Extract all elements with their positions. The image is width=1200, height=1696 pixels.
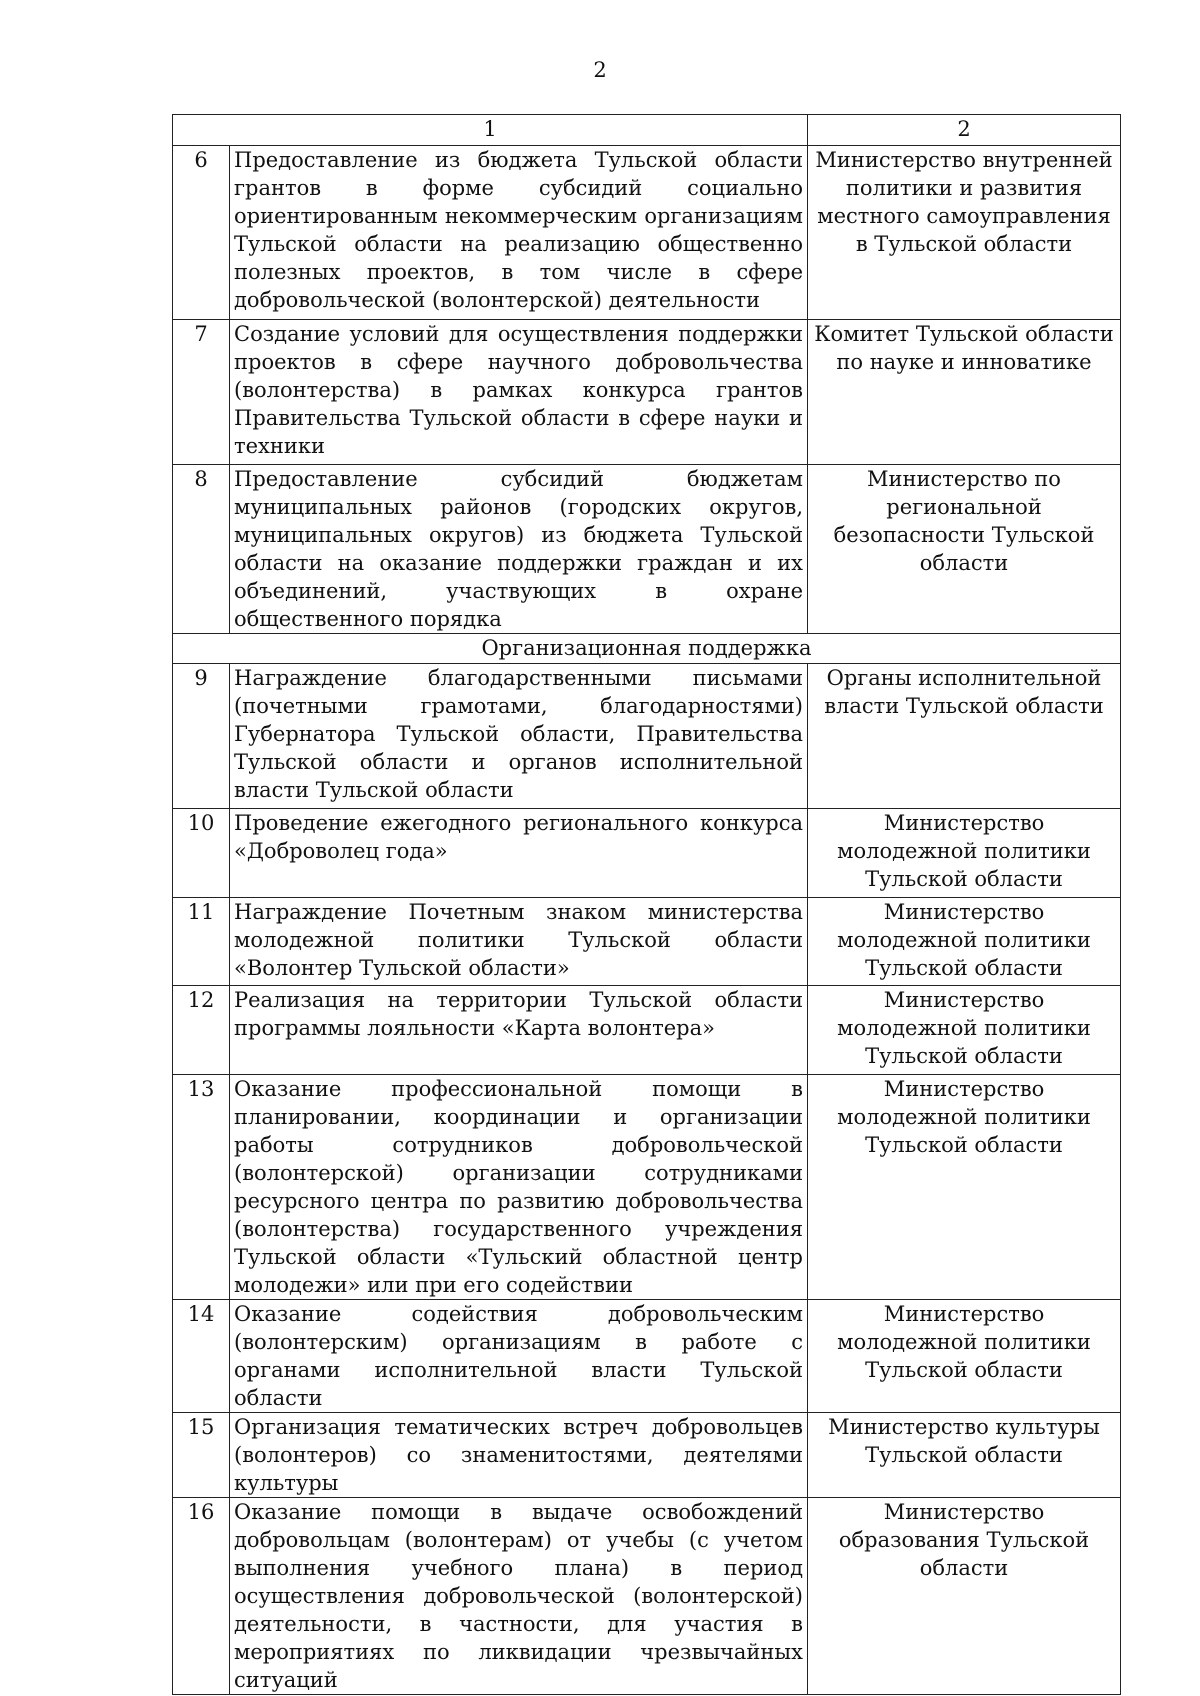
row-number: 15 (173, 1413, 230, 1498)
row-responsible-organ: Министерство молодежной политики Тульской области (808, 898, 1121, 986)
section-row (173, 634, 1121, 664)
table-row (173, 320, 1121, 465)
row-number: 6 (173, 146, 230, 320)
row-number: 14 (173, 1300, 230, 1413)
row-description: Оказание помощи в выдаче освобождений добровольцам (волонтерам) от учебы (с учетом выполнения учебного плана) в период осуществления добровольческой (волонтерской) деятельности, в частности, для участия в мероприятиях по ликвидации чрезвычайных ситуаций (230, 1498, 808, 1695)
row-responsible-organ: Министерство культуры Тульской области (808, 1413, 1121, 1498)
row-responsible-organ: Министерство внутренней политики и развития местного самоуправления в Тульской области (808, 146, 1121, 320)
row-number: 16 (173, 1498, 230, 1695)
table-row (173, 1413, 1121, 1498)
table-row (173, 1300, 1121, 1413)
table-row (173, 986, 1121, 1075)
row-description: Награждение Почетным знаком министерства молодежной политики Тульской области «Волонтер Тульской области» (230, 898, 808, 986)
row-responsible-organ: Министерство молодежной политики Тульской области (808, 1075, 1121, 1300)
row-number: 10 (173, 809, 230, 898)
section-title: Организационная поддержка (173, 634, 1121, 664)
row-number: 9 (173, 664, 230, 809)
table-row (173, 1075, 1121, 1300)
row-description: Оказание содействия добровольческим (волонтерским) организациям в работе с органами исполнительной власти Тульской области (230, 1300, 808, 1413)
table-row (173, 809, 1121, 898)
column-header-1: 1 (173, 115, 808, 146)
row-number: 8 (173, 465, 230, 634)
row-responsible-organ: Министерство молодежной политики Тульской области (808, 986, 1121, 1075)
table-header-row (173, 115, 1121, 146)
row-description: Проведение ежегодного регионального конкурса «Доброволец года» (230, 809, 808, 898)
row-responsible-organ: Комитет Тульской области по науке и инноватике (808, 320, 1121, 465)
row-responsible-organ: Министерство молодежной политики Тульской области (808, 1300, 1121, 1413)
table-row (173, 146, 1121, 320)
table-row (173, 1498, 1121, 1695)
table-row (173, 664, 1121, 809)
row-description: Предоставление из бюджета Тульской области грантов в форме субсидий социально ориентированным некоммерческим организациям Тульской области на реализацию общественно полезных проектов, в том числе в сфере добровольческой (волонтерской) деятельности (230, 146, 808, 320)
column-header-2: 2 (808, 115, 1121, 146)
row-number: 12 (173, 986, 230, 1075)
row-description: Создание условий для осуществления поддержки проектов в сфере научного добровольчества (волонтерства) в рамках конкурса грантов Правительства Тульской области в сфере науки и техники (230, 320, 808, 465)
row-description: Оказание профессиональной помощи в планировании, координации и организации работы сотрудников добровольческой (волонтерской) организации сотрудниками ресурсного центра по развитию добровольчества (волонтерства) государственного учреждения Тульской области «Тульский областной центр молодежи» или при его содействии (230, 1075, 808, 1300)
row-description: Предоставление субсидий бюджетам муниципальных районов (городских округов, муниципальных округов) из бюджета Тульской области на оказание поддержки граждан и их объединений, участвующих в охране общественного порядка (230, 465, 808, 634)
table-row (173, 465, 1121, 634)
row-responsible-organ: Министерство образования Тульской области (808, 1498, 1121, 1695)
row-description: Организация тематических встреч добровольцев (волонтеров) со знаменитостями, деятелями культуры (230, 1413, 808, 1498)
row-description: Реализация на территории Тульской области программы лояльности «Карта волонтера» (230, 986, 808, 1075)
page-number: 2 (593, 58, 607, 82)
row-number: 7 (173, 320, 230, 465)
measures-table (172, 114, 1121, 1695)
row-responsible-organ: Органы исполнительной власти Тульской области (808, 664, 1121, 809)
row-description: Награждение благодарственными письмами (почетными грамотами, благодарностями) Губернатора Тульской области, Правительства Тульской области и органов исполнительной власти Тульской области (230, 664, 808, 809)
row-number: 13 (173, 1075, 230, 1300)
row-number: 11 (173, 898, 230, 986)
row-responsible-organ: Министерство по региональной безопасности Тульской области (808, 465, 1121, 634)
table-row (173, 898, 1121, 986)
row-responsible-organ: Министерство молодежной политики Тульской области (808, 809, 1121, 898)
